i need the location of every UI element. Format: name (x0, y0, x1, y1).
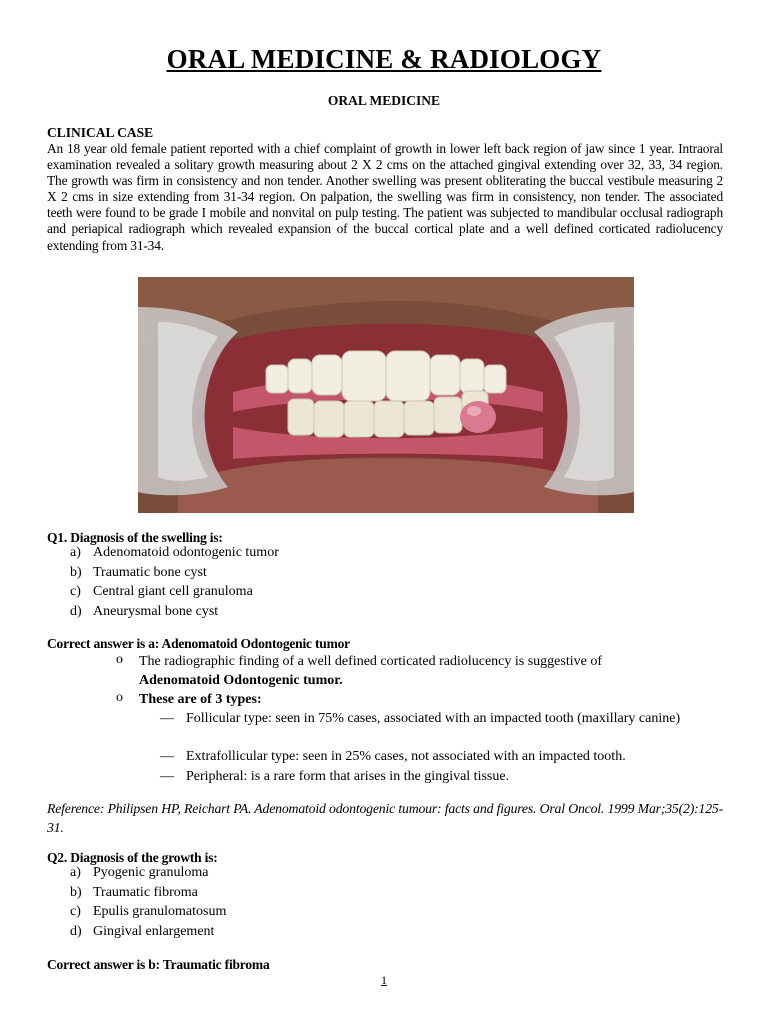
reference-citation: Reference: Philipsen HP, Reichart PA. Adenomatoid odontogenic tumour: facts and figures. Oral Oncol. 1999 Mar;35(2):125-31. (47, 801, 723, 835)
explanation-diagnosis: Adenomatoid Odontogenic tumor. (139, 673, 343, 688)
question-1-answer: Correct answer is a: Adenomatoid Odontogenic tumor (47, 636, 350, 651)
question-1-heading: Q1. Diagnosis of the swelling is: (47, 530, 223, 545)
question-2-answer: Correct answer is b: Traumatic fibroma (47, 957, 270, 972)
list-item: b) Traumatic fibroma (70, 884, 198, 900)
list-item: b) Traumatic bone cyst (70, 564, 207, 580)
type-extrafollicular: Extrafollicular type: seen in 25% cases, not associated with an impacted tooth. (186, 749, 626, 764)
question-2-options (70, 865, 226, 943)
intraoral-photograph (138, 277, 634, 513)
question-1-options (70, 545, 279, 623)
bullet-marker: o (116, 690, 123, 705)
type-peripheral: Peripheral: is a rare form that arises in the gingival tissue. (186, 769, 510, 784)
question-2-heading: Q2. Diagnosis of the growth is: (47, 850, 218, 865)
dash-marker: — (160, 769, 174, 784)
types-heading: These are of 3 types: (139, 692, 262, 707)
dash-marker: — (160, 749, 174, 764)
bullet-marker: o (116, 652, 123, 667)
list-item: c) Central giant cell granuloma (70, 584, 253, 600)
list-item: a) Adenomatoid odontogenic tumor (70, 545, 279, 560)
clinical-case-heading: CLINICAL CASE (47, 125, 154, 140)
page-number: 1 (381, 973, 387, 987)
list-item: c) Epulis granulomatosum (70, 904, 227, 920)
clinical-case-text: An 18 year old female patient reported with a chief complaint of growth in lower left back region of jaw since 1 year. Intraoral examination revealed a solitary growth measuring about 2 X 2 cms on the attached gingival extending over 32, 33, 34 region. The growth was firm in consistency and non tender. Another swelling was present obliterating the buccal vestibule measuring 2 X 2 cms in size extending from 31-34 region. On palpation, the swelling was firm in consistency, non tender. The associated teeth were found to be grade I mobile and nonvital on pulp testing. The patient was subjected to mandibular occlusal radiograph and periapical radiograph which revealed expansion of the buccal cortical plate and a well defined corticated radiolucency extending from 31-34. (47, 141, 723, 253)
section-subtitle: ORAL MEDICINE (327, 93, 441, 108)
list-item: d) Gingival enlargement (70, 923, 215, 939)
list-item: a) Pyogenic granuloma (70, 865, 209, 880)
dash-marker: — (160, 711, 174, 726)
explanation-line: The radiographic finding of a well defined corticated radiolucency is suggestive of (139, 654, 602, 669)
type-follicular: Follicular type: seen in 75% cases, associated with an impacted tooth (maxillary canine) (186, 711, 681, 726)
list-item: d) Aneurysmal bone cyst (70, 603, 219, 619)
page-title: ORAL MEDICINE & RADIOLOGY (166, 44, 602, 74)
